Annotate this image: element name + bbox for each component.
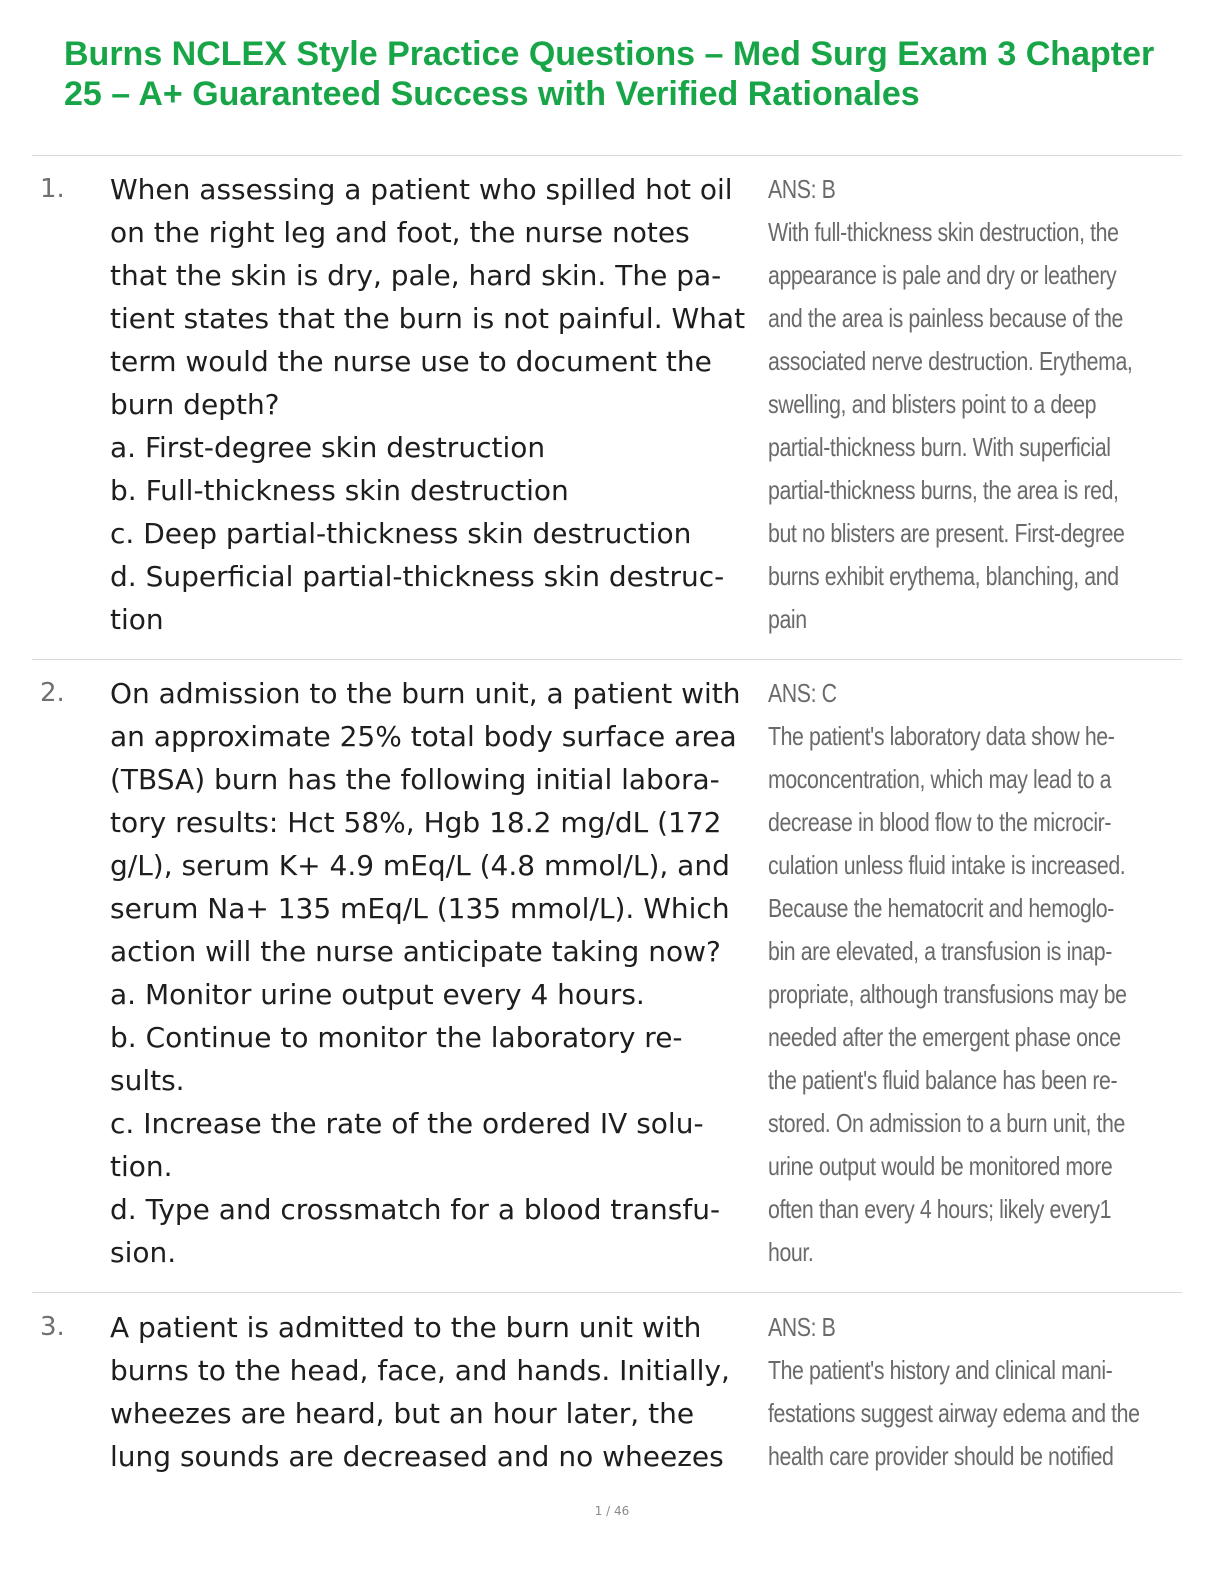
- rationale-line: swelling, and blisters point to a deep: [768, 389, 1097, 419]
- document-title: [64, 34, 1214, 114]
- question-stem-line: A patient is admitted to the burn unit with: [110, 1311, 702, 1344]
- question-stem-line: on the right leg and foot, the nurse notes: [110, 216, 690, 249]
- question-stem-line: d. Type and crossmatch for a blood transfu-: [110, 1193, 721, 1226]
- question-stem-line: tory results: Hct 58%, Hgb 18.2 mg/dL (172: [110, 806, 722, 839]
- question-stem-line: sults.: [110, 1064, 185, 1097]
- rationale-line: health care provider should be notified: [768, 1441, 1114, 1471]
- answer-key: ANS: B: [768, 1312, 836, 1342]
- question-stem-line: tion.: [110, 1150, 173, 1183]
- rationale-line: but no blisters are present. First-degree: [768, 518, 1125, 548]
- rationale-line: urine output would be monitored more: [768, 1151, 1113, 1181]
- question-stem-line: d. Superficial partial-thickness skin destruc-: [110, 560, 725, 593]
- question-stem-line: b. Full-thickness skin destruction: [110, 474, 569, 507]
- rationale-line: stored. On admission to a burn unit, the: [768, 1108, 1125, 1138]
- title-line-1: Burns NCLEX Style Practice Questions – Med Surg Exam 3 Chapter: [64, 35, 1155, 73]
- answer-key: ANS: C: [768, 678, 837, 708]
- question-stem: [110, 672, 765, 1274]
- divider: [32, 1292, 1182, 1293]
- rationale-line: moconcentration, which may lead to a: [768, 764, 1112, 794]
- divider: [32, 659, 1182, 660]
- rationale-line: The patient's laboratory data show he-: [768, 721, 1115, 751]
- rationale-line: needed after the emergent phase once: [768, 1022, 1121, 1052]
- rationale-line: festations suggest airway edema and the: [768, 1398, 1140, 1428]
- question-stem: [110, 1306, 765, 1478]
- rationale-line: associated nerve destruction. Erythema,: [768, 346, 1133, 376]
- question-stem-line: tion: [110, 603, 164, 636]
- rationale-line: the patient's fluid balance has been re-: [768, 1065, 1118, 1095]
- question-stem-line: (TBSA) burn has the following initial labora-: [110, 763, 720, 796]
- question-stem-line: that the skin is dry, pale, hard skin. The pa-: [110, 259, 722, 292]
- title-line-2: 25 – A+ Guaranteed Success with Verified Rationales: [64, 75, 920, 113]
- rationale-line: often than every 4 hours; likely every1: [768, 1194, 1112, 1224]
- question-stem-line: b. Continue to monitor the laboratory re-: [110, 1021, 683, 1054]
- question-stem-line: sion.: [110, 1236, 177, 1269]
- question-stem-line: serum Na+ 135 mEq/L (135 mmol/L). Which: [110, 892, 730, 925]
- question-stem-line: On admission to the burn unit, a patient with: [110, 677, 741, 710]
- rationale-line: and the area is painless because of the: [768, 303, 1124, 333]
- rationale-line: appearance is pale and dry or leathery: [768, 260, 1117, 290]
- answer-rationale: [768, 1306, 1188, 1478]
- question-stem-line: an approximate 25% total body surface area: [110, 720, 737, 753]
- question-stem-line: wheezes are heard, but an hour later, the: [110, 1397, 695, 1430]
- rationale-line: hour.: [768, 1237, 814, 1267]
- question-number: 2.: [40, 678, 65, 708]
- answer-rationale: [768, 672, 1188, 1274]
- question-stem-line: c. Deep partial-thickness skin destruction: [110, 517, 692, 550]
- question-stem-line: c. Increase the rate of the ordered IV solu-: [110, 1107, 704, 1140]
- question-number: 3.: [40, 1312, 65, 1342]
- rationale-line: propriate, although transfusions may be: [768, 979, 1127, 1009]
- rationale-line: bin are elevated, a transfusion is inap-: [768, 936, 1112, 966]
- rationale-line: partial-thickness burns, the area is red,: [768, 475, 1119, 505]
- question-stem-line: lung sounds are decreased and no wheezes: [110, 1440, 724, 1473]
- question-stem-line: burns to the head, face, and hands. Initially,: [110, 1354, 730, 1387]
- question-stem-line: g/L), serum K+ 4.9 mEq/L (4.8 mmol/L), and: [110, 849, 730, 882]
- answer-key: ANS: B: [768, 174, 836, 204]
- question-stem-line: When assessing a patient who spilled hot oil: [110, 173, 733, 206]
- question-stem-line: action will the nurse anticipate taking now?: [110, 935, 721, 968]
- page-indicator: 1 / 46: [594, 1504, 630, 1518]
- question-stem-line: burn depth?: [110, 388, 280, 421]
- question-stem-line: a. Monitor urine output every 4 hours.: [110, 978, 645, 1011]
- divider: [32, 155, 1182, 156]
- rationale-line: partial-thickness burn. With superficial: [768, 432, 1111, 462]
- rationale-line: Because the hematocrit and hemoglo-: [768, 893, 1114, 923]
- rationale-line: The patient's history and clinical mani-: [768, 1355, 1113, 1385]
- rationale-line: decrease in blood flow to the microcir-: [768, 807, 1112, 837]
- question-number: 1.: [40, 174, 65, 204]
- question-stem-line: tient states that the burn is not painful. What: [110, 302, 746, 335]
- rationale-line: culation unless fluid intake is increased.: [768, 850, 1126, 880]
- rationale-line: burns exhibit erythema, blanching, and: [768, 561, 1119, 591]
- question-stem: [110, 168, 765, 641]
- answer-rationale: [768, 168, 1188, 641]
- rationale-line: pain: [768, 604, 807, 634]
- question-stem-line: a. First-degree skin destruction: [110, 431, 546, 464]
- rationale-line: With full-thickness skin destruction, the: [768, 217, 1119, 247]
- question-stem-line: term would the nurse use to document the: [110, 345, 712, 378]
